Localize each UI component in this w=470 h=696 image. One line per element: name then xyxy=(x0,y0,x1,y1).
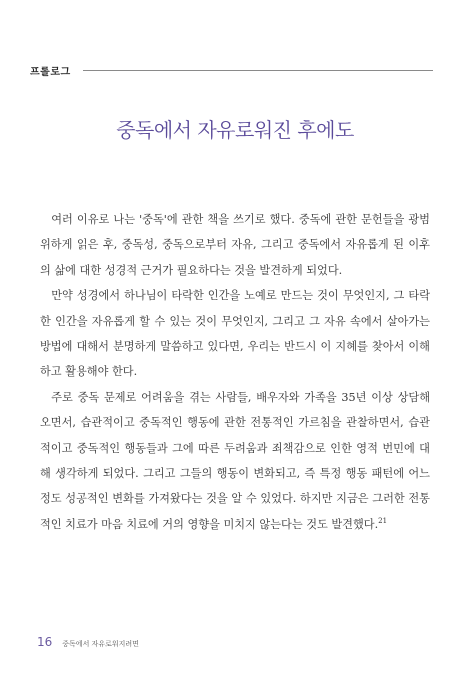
header-divider xyxy=(83,70,433,71)
footnote-marker: 21 xyxy=(378,516,388,525)
paragraph xyxy=(40,385,430,537)
running-header xyxy=(30,63,433,78)
page-number: 16 xyxy=(37,635,53,649)
paragraph: 여러 이유로 나는 '중독'에 관한 책을 쓰기로 했다. 중독에 관한 문헌들을 광범위하게 읽은 후, 중독성, 중독으로부터 자유, 그리고 중독에서 자유롭게 된 이후의 삶에 대한 성경적 근거가 필요하다는 것을 발견하게 되었다. xyxy=(40,213,430,277)
body-text xyxy=(40,207,430,537)
section-label: 프롤로그 xyxy=(30,67,71,78)
page-footer xyxy=(37,635,139,649)
paragraph: 만약 성경에서 하나님이 타락한 인간을 노예로 만드는 것이 무엇인지, 그 타락한 인간을 자유롭게 할 수 있는 것이 무엇인지, 그리고 그 자유 속에서 살아가는 방법에 대해서 분명하게 말씀하고 있다면, 우리는 반드시 이 지혜를 찾아서 이해하고 활용해야 한다. xyxy=(40,289,430,379)
running-book-title: 중독에서 자유로워지려면 xyxy=(62,640,139,648)
paragraph-text: 주로 중독 문제로 어려움을 겪는 사람들, 배우자와 가족을 35년 이상 상담해 오면서, 습관적이고 중독적인 행동에 관한 전통적인 가르침을 관찰하면서, 습관적이고 중독적인 행동들과 그에 따른 두려움과 죄책감으로 인한 영적 번민에 대해 생각하게 되었다. 그리고 그들의 행동이 변화되고, 즉 특정 행동 패턴에 어느 정도 성공적인 변화를 가져왔다는 것을 알 수 있었다. 하지만 지금은 그러한 전통적인 치료가 마음 치료에 거의 영향을 미치지 않는다는 것도 발견했다. xyxy=(40,390,430,531)
chapter-title: 중독에서 자유로워진 후에도 xyxy=(116,118,354,142)
